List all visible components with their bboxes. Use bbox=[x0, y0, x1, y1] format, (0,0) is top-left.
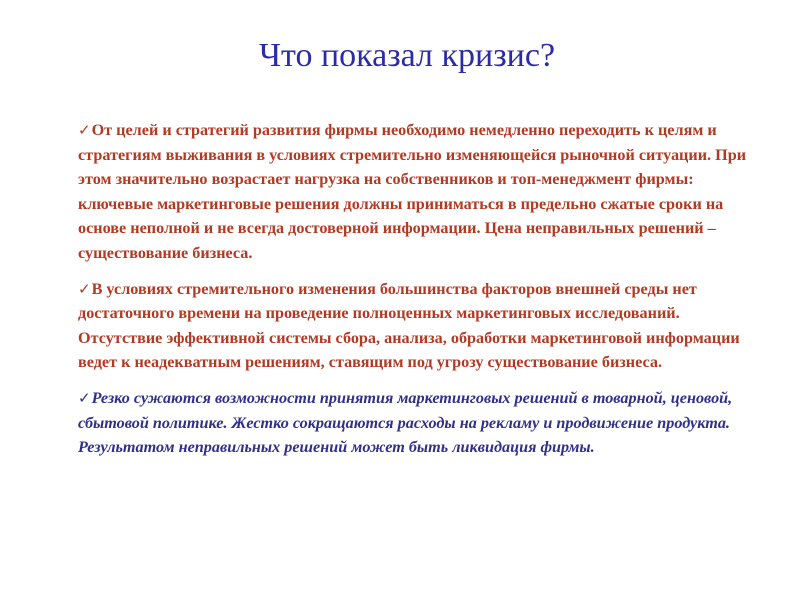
bullet-text-3: Резко сужаются возможности принятия маркетинговых решений в товарной, ценовой, сбытовой политике. Жестко сокращаются расходы на рекламу и продвижение продукта. Результатом неправильных решений может быть ликвидация фирмы. bbox=[78, 388, 733, 457]
bullet-text-1: От целей и стратегий развития фирмы необходимо немедленно переходить к целям и стратегиям выживания в условиях стремительно изменяющейся рыночной ситуации. При этом значительно возрастает нагрузка на собственников и топ-менеджмент фирмы: ключевые маркетинговые решения должны приниматься в предельно сжатые сроки на основе неполной и не всегда достоверной информации. Цена неправильных решений – существование бизнеса. bbox=[78, 121, 747, 262]
checkmark-icon: ✓ bbox=[78, 388, 91, 407]
checkmark-icon: ✓ bbox=[78, 121, 91, 139]
bullet-list bbox=[78, 118, 764, 471]
checkmark-icon: ✓ bbox=[78, 279, 91, 298]
bullet-item-2 bbox=[78, 277, 764, 375]
title-text: Что показал кризис? bbox=[258, 37, 556, 74]
bullet-item-3 bbox=[78, 386, 764, 460]
slide-title bbox=[0, 34, 794, 78]
bullet-text-2: В условиях стремительного изменения большинства факторов внешней среды нет достаточного времени на проведение полноценных маркетинговых исследований. Отсутствие эффективной системы сбора, анализа, обработки маркетинговой информации ведет к неадекватным решениям, ставящим под угрозу существование бизнеса. bbox=[78, 279, 740, 372]
bullet-item-1 bbox=[78, 118, 764, 266]
